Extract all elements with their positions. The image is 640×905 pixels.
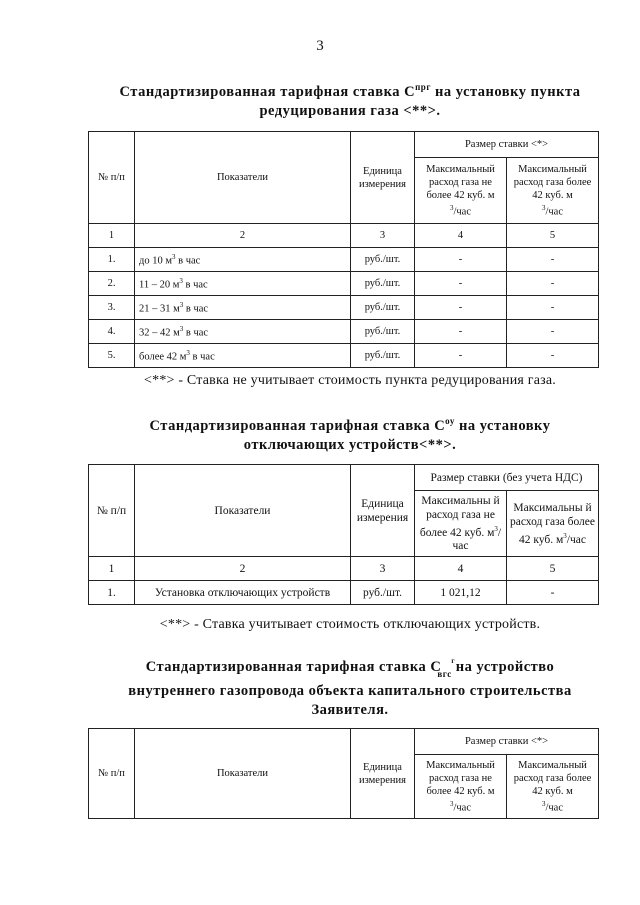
page-number: 3 <box>316 38 324 54</box>
header-unit: Единица измерения <box>351 132 415 224</box>
table-row: 4. 32 – 42 $м^3$ в час руб./шт. - - <box>89 320 599 344</box>
section1-note: <**> - Ставка не учитывает стоимость пункта редуцирования газа. <box>144 373 556 388</box>
header-col5: Максимальный расход газа более 42 куб. м $^3$/час <box>507 755 599 819</box>
table-row: 1. Установка отключающих устройств руб./шт. 1 021,12 - <box>89 581 599 605</box>
header-indicators: Показатели <box>135 132 351 224</box>
header-num: № п/п <box>89 729 135 819</box>
tariff-table-2 <box>88 464 599 605</box>
tariff-table-3 <box>88 728 599 819</box>
header-col4: Максимальный расход газа не более 42 куб. м $^3$/час <box>415 755 507 819</box>
header-rate: Размер ставки <*> <box>415 729 599 755</box>
table-row: 1. до 10 $м^3$ в час руб./шт. - - <box>89 248 599 272</box>
tariff-table-1 <box>88 131 599 368</box>
header-indicators: Показатели <box>135 729 351 819</box>
header-col5: Максимальный расход газа более 42 куб. м $^3$/час <box>507 158 599 224</box>
header-unit: Единица измерения <box>351 465 415 557</box>
header-indicators: Показатели <box>135 465 351 557</box>
table-row: 3. 21 – 31 $м^3$ в час руб./шт. - - <box>89 296 599 320</box>
table-row: 2. 11 – 20 $м^3$ в час руб./шт. - - <box>89 272 599 296</box>
table-row: 5. более 42 $м^3$ в час руб./шт. - - <box>89 344 599 368</box>
section2-note: <**> - Ставка учитывает стоимость отключающих устройств. <box>159 617 541 632</box>
header-col4: Максимальный расход газа не более 42 куб. м $^3$/час <box>415 158 507 224</box>
header-unit: Единица измерения <box>351 729 415 819</box>
section3-title: Стандартизированная тарифная ставка С г $_{вгс}$ на устройство внутреннего газопровода объекта капитального строительства Заявителя. <box>128 657 572 718</box>
header-col5: Максимальны й расход газа более 42 куб. $м^3$/час <box>507 491 599 557</box>
rate-value: 1 021,12 <box>415 581 507 605</box>
index-row: 1 2 3 4 5 <box>89 224 599 248</box>
section1-title: Стандартизированная тарифная ставка $С^{прг}$ на установку пункта редуцирования газа <**>. <box>119 82 581 119</box>
header-rate: Размер ставки <*> <box>415 132 599 158</box>
section2-title: Стандартизированная тарифная ставка $С^{оу}$ на установку отключающих устройств<**>. <box>149 416 551 453</box>
header-num: № п/п <box>89 132 135 224</box>
header-num: № п/п <box>89 465 135 557</box>
title-superscript: прг <box>415 82 431 92</box>
header-col4: Максимальны й расход газа не более 42 куб. $м^3$/час <box>415 491 507 557</box>
index-row: 1 2 3 4 5 <box>89 557 599 581</box>
title-superscript: оу <box>445 416 455 426</box>
header-rate: Размер ставки (без учета НДС) <box>415 465 599 491</box>
